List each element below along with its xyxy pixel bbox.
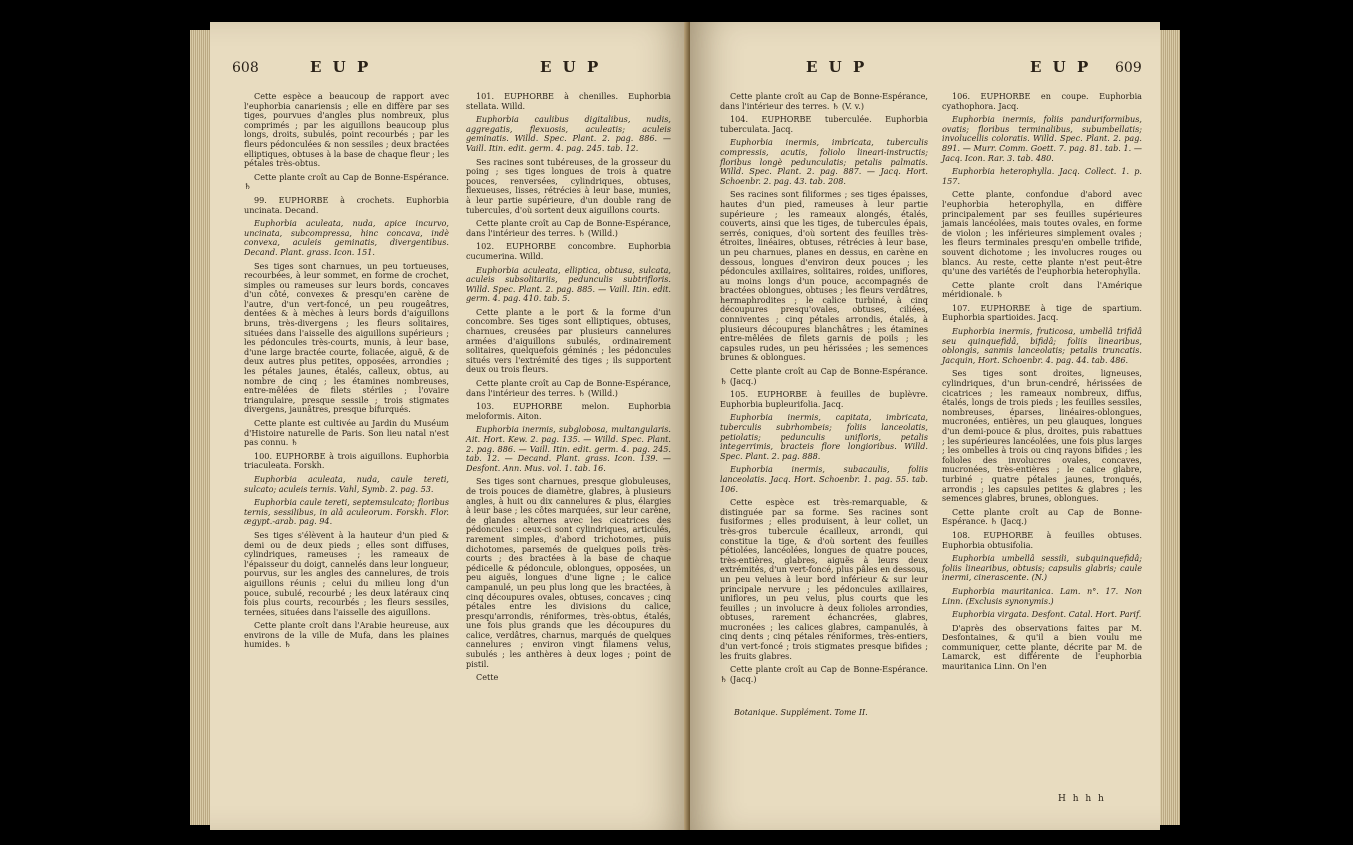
- paragraph: Ses tiges sont charnues, presque globuleuses, de trois pouces de diamètre, glabres, à plusieurs angles, à huit ou dix cannelures & plus, élargies à leur base ; les côtes marquées, sur leur carène, de glandes alternes avec les cicatrices des pédoncules : ceux-ci sont cylindriques, articulés, rarement simples, d'abord trichotomes, puis dichotomes, parsemés de quelques poils très-courts ; des bractées à la base de chaque pédicelle & pédoncule, oblongues, opposées, un peu aiguës, longues d'une ligne ; le calice campanulé, un peu plus long que les bractées, à cinq découpures ovales, obtuses, concaves ; cinq pétales entre les divisions du calice, presqu'arrondis, réniformes, très-obtus, étalés, une fois plus grands que les découpures du calice, verdâtres, charnus, marqués de quelques cannelures ; environ vingt filamens velus, subulés ; les anthères à deux loges ; point de pistil.: [466, 476, 671, 669]
- paragraph: D'après des observations faites par M. Desfontaines, & qu'il a bien voulu me communiquer, cette plante, décrite par M. de Lamarck, est différente de l'euphorbia mauritanica Linn. On l'en: [942, 622, 1142, 672]
- paragraph: Ses tiges s'élèvent à la hauteur d'un pied & demi ou de deux pieds ; elles sont diffuses, cylindriques, rameuses ; les rameaux de l'épaisseur du doigt, cannelés dans leur longueur, pourvus, sur les angles des cannelures, de trois aiguillons réunis ; celui du milieu long d'un pouce, subulé, recourbé ; les deux latéraux cinq fois plus courts, recourbés ; les fleurs sessiles, ternées, situées dans l'aisselle des aiguillons.: [244, 529, 449, 617]
- right-page: [690, 22, 1160, 830]
- page-number: 608: [232, 60, 259, 76]
- page-edge-left: [190, 30, 212, 825]
- paragraph: Cette plante croît au Cap de Bonne-Espérance. ♄ (Jacq.): [942, 506, 1142, 527]
- paragraph: Euphorbia aculeata, nuda, apice incurvo, uncinata, subcompressa, hinc concava, indè convexa, aculeis geminatis, divergentibus. Decand. Plant. grass. Icon. 151.: [244, 218, 449, 257]
- page-edge-right: [1158, 30, 1180, 825]
- paragraph: 106. EUPHORBE en coupe. Euphorbia cyathophora. Jacq.: [942, 91, 1142, 111]
- paragraph: Euphorbia inermis, fruticosa, umbellâ trifidâ seu quinquefidâ, bifidâ; foliis linearibus, oblongis, sanmis lanceolatis; petalis truncatis. Jacquin, Hort. Schoenbr. 4. pag. 44. tab. 486.: [942, 326, 1142, 365]
- paragraph: Cette plante a le port & la forme d'un concombre. Ses tiges sont elliptiques, obtuses, charnues, creusées par plusieurs cannelures armées d'aiguillons subulés, ordinairement solitaires, quelquefois géminés ; les pédoncules situés vers l'extrémité des tiges ; ils supportent deux ou trois fleurs.: [466, 306, 671, 375]
- paragraph: Ses racines sont filiformes ; ses tiges épaisses, hautes d'un pied, rameuses à leur partie supérieure ; les rameaux alongés, étalés, couverts, ainsi que les tiges, de tubercules épais, serrés, coniques, d'où sortent des feuilles très-étroites, linéaires, obtuses, rétrécies à leur base, un peu charnues, planes en dessus, en carène en dessous, longues d'environ deux pouces ; les pédoncules axillaires, solitaires, roides, uniflores, au moins longs d'un pouce, accompagnés de bractées oblongues, obtuses ; les fleurs verdâtres, hermaphrodites ; le calice turbiné, à cinq découpures presqu'ovales, obtuses, ciliées, conniventes ; cinq pétales arrondis, étalés, à plusieurs découpures blanchâtres ; les étamines entre-mêlées de filets garnis de poils ; les capsules rudes, un peu hérissées ; les semences brunes & oblongues.: [720, 189, 928, 363]
- paragraph: Euphorbia umbellâ sessili, subquinquefidâ; foliis linearibus, obtusis; capsulis glabris; caule inermi, cinerascente. (N.): [942, 553, 1142, 583]
- paragraph: Cette plante croît au Cap de Bonne-Espérance. ♄ (Jacq.): [720, 366, 928, 386]
- running-head: E U P: [540, 58, 602, 76]
- paragraph: Euphorbia inermis, subglobosa, multangularis. Ait. Hort. Kew. 2. pag. 135. — Willd. Spec. Plant. 2. pag. 886. — Vaill. Itin. edit. germ. 4. pag. 245. tab. 12. — Decand. Plant. grass. Icon. 139. — Desfont. Ann. Mus. vol. 1. tab. 16.: [466, 424, 671, 473]
- paragraph: 105. EUPHORBE à feuilles de buplèvre. Euphorbia bupleurifolia. Jacq.: [720, 389, 928, 409]
- paragraph: 101. EUPHORBE à chenilles. Euphorbia stellata. Willd.: [466, 91, 671, 111]
- text-column: [244, 92, 449, 654]
- paragraph: Euphorbia heterophylla. Jacq. Collect. 1. p. 157.: [942, 166, 1142, 186]
- page-number: 609: [1115, 60, 1142, 76]
- paragraph: Euphorbia inermis, foliis panduriformibus, ovatis; floribus terminalibus, subumbellatis; involucellis coloratis. Willd. Spec. Plant. 2. pag. 891. — Murr. Comm. Goett. 7. pag. 81. tab. 1. — Jacq. Icon. Rar. 3. tab. 480.: [942, 114, 1142, 163]
- text-column: [942, 92, 1142, 676]
- paragraph: Euphorbia caule tereti, septemsulcato; floribus ternis, sessilibus, in alâ aculeorum. Forskh. Flor. ægypt.-arab. pag. 94.: [244, 497, 449, 527]
- paragraph: Euphorbia virgata. Desfont. Catal. Hort. Parif.: [952, 609, 1142, 620]
- paragraph: 102. EUPHORBE concombre. Euphorbia cucumerina. Willd.: [466, 241, 671, 261]
- paragraph: 100. EUPHORBE à trois aiguillons. Euphorbia triaculeata. Forskh.: [244, 450, 449, 471]
- paragraph: Cette espèce a beaucoup de rapport avec l'euphorbia canariensis ; elle en diffère par ses tiges, pourvues d'angles plus nombreux, plus comprimés ; par les aiguillons beaucoup plus longs, droits, subulés, point recourbés ; par les fleurs pédonculées & non sessiles ; deux bractées elliptiques, obtuses à la base de chaque fleur ; les pétales très-obtus.: [244, 91, 449, 169]
- paragraph: Cette espèce est très-remarquable, & distinguée par sa forme. Ses racines sont fusiformes ; elles produisent, à leur collet, un très-gros tubercule écailleux, arrondi, qui constitue la tige, & d'où sortent des feuilles pétiolées, lancéolées, longues de quatre pouces, très-entières, glabres, aiguës à leurs deux extrémités, d'un vert-foncé, plus pâles en dessous, un peu velues à leur bord inférieur & sur leur principale nervure ; les pédoncules axillaires, uniflores, un peu velus, plus courts que les feuilles ; un involucre à deux folioles arrondies, obtuses, rarement échancrées, glabres, mucronées ; les calices glabres, campanulés, à cinq dents ; cinq pétales réniformes, très-entiers, d'un vert-foncé ; trois stigmates presque bifides ; les fruits glabres.: [720, 497, 928, 661]
- paragraph: Cette plante est cultivée au Jardin du Muséum d'Histoire naturelle de Paris. Son lieu natal n'est pas connu. ♄: [244, 418, 449, 448]
- running-head: E U P: [1030, 58, 1092, 76]
- left-page: [210, 22, 690, 830]
- paragraph: Cette plante croît au Cap de Bonne-Espérance. ♄ (Jacq.): [720, 664, 928, 684]
- paragraph: Euphorbia caulibus digitalibus, nudis, aggregatis, flexuosis, aculeatis; aculeis geminatis. Willd. Spec. Plant. 2. pag. 886. — Vaill. Itin. edit. germ. 4. pag. 245. tab. 12.: [466, 114, 671, 153]
- paragraph: Ses tiges sont droites, ligneuses, cylindriques, d'un brun-cendré, hérissées de cicatrices ; les rameaux nombreux, diffus, étalés, longs de trois pieds ; les feuilles sessiles, nombreuses, éparses, linéaires-oblongues, mucronées, entières, un peu glauques, longues d'un demi-pouce & plus, droites, puis rabattues ; les supérieures lancéolées, une fois plus larges ; les ombelles à trois ou cinq rayons bifides ; les folioles des involucres ovales, concaves, mucronées, très-entières ; le calice glabre, turbiné ; quatre pétales jaunes, tronqués, arrondis ; les capsules petites & glabres ; les semences glabres, brunes, oblongues.: [942, 368, 1142, 504]
- paragraph: Cette plante, confondue d'abord avec l'euphorbia heterophylla, en diffère principalement par ses feuilles supérieures jamais lancéolées, mais toutes ovales, en forme de violon ; les inférieures simplement ovales ; les fleurs terminales presqu'en ombelle trifide, souvent dichotome ; les involucres rouges ou blancs. Au reste, cette plante n'est peut-être qu'une des variétés de l'euphorbia heterophylla.: [942, 189, 1142, 277]
- paragraph: Euphorbia aculeata, nuda, caule tereti, sulcato; aculeis ternis. Vahl, Symb. 2. pag. 53.: [244, 473, 449, 494]
- paragraph: 107. EUPHORBE à tige de spartium. Euphorbia spartioides. Jacq.: [942, 302, 1142, 323]
- paragraph: Euphorbia inermis, subacaulis, foliis lanceolatis. Jacq. Hort. Schoenbr. 1. pag. 55. tab. 106.: [720, 464, 928, 494]
- text-column: [720, 92, 928, 688]
- paragraph: 103. EUPHORBE melon. Euphorbia meloformis. Aiton.: [466, 401, 671, 421]
- paragraph: Euphorbia mauritanica. Lam. n°. 17. Non Linn. (Exclusis synonymis.): [942, 585, 1142, 606]
- paragraph: Ses tiges sont charnues, un peu tortueuses, recourbées, à leur sommet, en forme de crochet, simples ou rameuses sur leurs bords, concaves d'un côté, convexes & presqu'en carène de l'autre, d'un vert-foncé, un peu rougeâtres, dentées & à mèches à leurs bords d'aiguillons bruns, très-divergens ; les fleurs solitaires, situées dans l'aisselle des aiguillons supérieurs ; les pédoncules très-courts, munis, à leur base, d'une large bractée courte, foliacée, aiguë, & de deux autres plus petites, opposées, arrondies ; les pétales jaunes, étalés, calleux, obtus, au nombre de cinq ; les étamines nombreuses, entre-mêlées de filets stériles ; l'ovaire triangulaire, presque sessile ; trois stigmates divergens, jaunâtres, presque bifurqués.: [244, 260, 449, 415]
- paragraph: Euphorbia inermis, capitata, imbricata, tuberculis subrhombeis; foliis lanceolatis, petiolatis; pedunculis unifloris, petalis integerrimis, bracteis flore longioribus. Willd. Spec. Plant. 2. pag. 888.: [720, 412, 928, 461]
- paragraph: Cette plante croît dans l'Amérique méridionale. ♄: [942, 279, 1142, 300]
- paragraph: Cette plante croît au Cap de Bonne-Espérance. ♄: [244, 171, 449, 192]
- paragraph: Euphorbia inermis, imbricata, tuberculis compressis, acutis, foliolo lineari-instructis; floribus longè pedunculatis; petalis palmatis. Willd. Spec. Plant. 2. pag. 887. — Jacq. Hort. Schoenbr. 2. pag. 43. tab. 208.: [720, 137, 928, 186]
- running-head: E U P: [310, 58, 372, 76]
- paragraph: Cette plante croît dans l'Arabie heureuse, aux environs de la ville de Mufa, dans les plaines humides. ♄: [244, 620, 449, 650]
- footer-note: Botanique. Supplément. Tome II.: [734, 708, 868, 717]
- paragraph: Cette: [476, 672, 499, 683]
- paragraph: 108. EUPHORBE à feuilles obtuses. Euphorbia obtusifolia.: [942, 529, 1142, 550]
- paragraph: Ses racines sont tubéreuses, de la grosseur du poing ; ses tiges longues de trois à quatre pouces, renversées, cylindriques, obtuses, flexueuses, lisses, rétrécies à leur base, munies, à leur partie supérieure, d'un double rang de tubercules, d'où sortent deux aiguillons courts.: [466, 156, 671, 215]
- paragraph: Euphorbia aculeata, elliptica, obtusa, sulcata, aculeis subsolitariis, pedunculis subtrifloris. Willd. Spec. Plant. 2. pag. 885. — Vaill. Itin. edit. germ. 4. pag. 410. tab. 5.: [466, 264, 671, 304]
- paragraph: Cette plante croît au Cap de Bonne-Espérance, dans l'intérieur des terres. ♄ (V. v.): [720, 91, 928, 111]
- paragraph: 104. EUPHORBE tuberculée. Euphorbia tuberculata. Jacq.: [720, 114, 928, 134]
- paragraph: 99. EUPHORBE à crochets. Euphorbia uncinata. Decand.: [244, 194, 449, 215]
- signature-mark: H h h h: [1058, 794, 1106, 804]
- paragraph: Cette plante croît au Cap de Bonne-Espérance, dans l'intérieur des terres. ♄ (Willd.): [466, 218, 671, 238]
- running-head: E U P: [806, 58, 868, 76]
- paragraph: Cette plante croît au Cap de Bonne-Espérance, dans l'intérieur des terres. ♄ (Willd.): [466, 378, 671, 398]
- text-column: [466, 92, 671, 687]
